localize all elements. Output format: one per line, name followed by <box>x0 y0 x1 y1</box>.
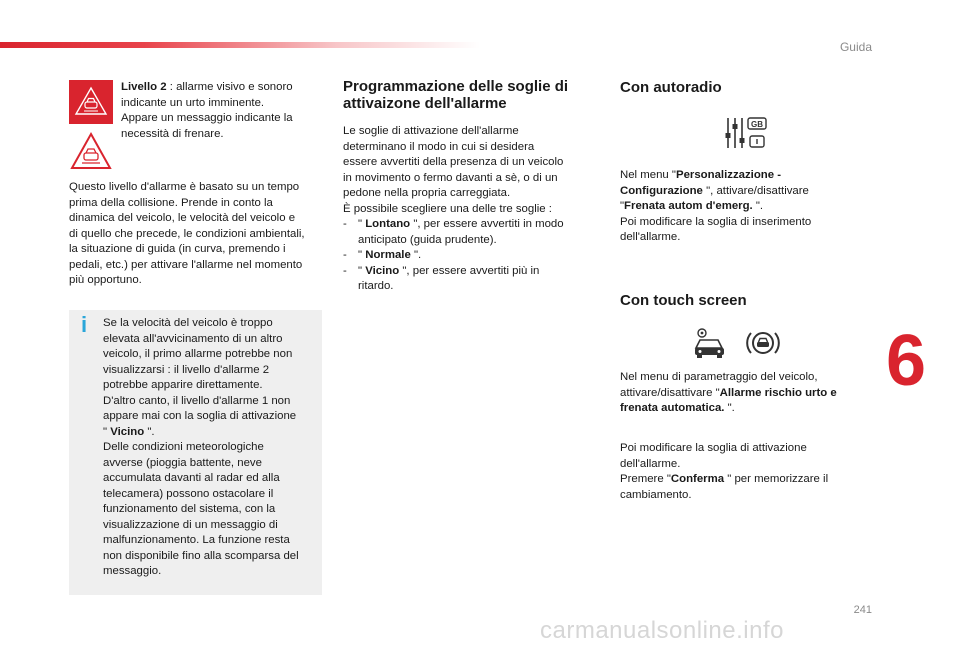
text-line: : allarme visivo e sonoro <box>166 81 293 93</box>
text-line: necessità di frenare. <box>121 127 224 140</box>
list-item: - " Normale ". <box>343 249 422 261</box>
text-line: dinamica del veicolo, le velocità del veicolo e <box>69 212 296 224</box>
list-item: - " Lontano ", per essere avvertiti in modo anticipato (guida prudente). <box>343 218 564 246</box>
watermark: carmanualsonline.info <box>540 617 784 644</box>
collision-warning-triangle-icon <box>69 130 113 174</box>
section-heading <box>343 78 593 112</box>
text-line: ", per essere avvertiti più in <box>402 264 540 277</box>
text-line <box>620 472 865 488</box>
radio-instructions <box>620 168 865 246</box>
text-line: ritardo. <box>358 280 394 292</box>
text-line: più opportuno. <box>69 274 142 286</box>
text-line: visualizzarsi : il livello d'allarme 2 <box>103 363 270 376</box>
text-line: cambiamento. <box>620 488 692 501</box>
list-item: - " Vicino ", per essere avvertiti più in ritardo. <box>343 264 540 292</box>
touch-instructions-2 <box>620 441 865 503</box>
text-line: visualizzazione di un messaggio di <box>103 518 278 531</box>
text-line: " Vicino ". <box>103 425 155 438</box>
text-line: messaggio. <box>103 565 162 577</box>
text-line: Poi modificare la soglia di attivazione <box>620 442 807 454</box>
text-line: Nel menu di parametraggio del veicolo, <box>620 371 818 383</box>
button-label: Conferma <box>670 473 725 485</box>
text-line: Se la velocità del veicolo è troppo <box>103 317 273 329</box>
car-settings-icon <box>692 326 728 360</box>
text-line: malfunzionamento. La funzione resta <box>103 534 290 546</box>
auto-brake-icon <box>745 326 781 360</box>
menu-label: Allarme rischio urto e <box>719 386 837 399</box>
radio-icon-label: GB <box>751 120 763 129</box>
menu-label: Frenata autom d'emerg. <box>624 200 753 212</box>
text-line: ", per essere avvertiti in modo <box>413 218 564 230</box>
info-box-text <box>103 316 318 580</box>
touch-instructions <box>620 370 865 417</box>
menu-label: Configurazione <box>620 184 703 197</box>
text-line: ". <box>413 249 422 261</box>
header-red-bar <box>0 42 480 48</box>
page-number: 241 <box>853 604 872 616</box>
text-line: potrebbe apparire direttamente. <box>103 379 263 391</box>
alarm-level-paragraph <box>69 180 324 289</box>
text-line: Delle condizioni meteorologiche <box>103 441 264 453</box>
text-line: accumulata davanti al radar ed alla <box>103 472 280 484</box>
text-line: D'altro canto, il livello d'allarme 1 non <box>103 394 291 407</box>
text-line: elevata all'avvicinamento di un altro <box>103 332 283 345</box>
text-line: essere avvertiti della presenza di un veicolo <box>343 156 564 168</box>
text-line: prima della collisione. Prende in conto la <box>69 196 273 209</box>
text-part: " per memorizzare il <box>727 473 829 485</box>
option-label: Vicino <box>365 264 400 277</box>
option-label: Normale <box>365 249 411 261</box>
text-line: avverse (pioggia battente, neve <box>103 456 262 469</box>
text-line: Le soglie di attivazione dell'allarme <box>343 125 519 137</box>
text-line: di quello che precede, le condizioni ambientali, <box>69 227 305 240</box>
menu-label: frenata automatica. <box>620 402 725 414</box>
info-icon: i <box>81 312 88 337</box>
collision-alert-red-icon <box>69 80 113 124</box>
text-part: attivare/disattivare " <box>620 386 720 399</box>
text-line: dell'allarme. <box>620 457 681 470</box>
text-line <box>620 386 865 402</box>
text-line: Poi modificare la soglia di inserimento <box>620 215 812 228</box>
text-line: veicolo, il primo allarme potrebbe non <box>103 348 293 360</box>
text-line: pedali, etc.) per attivare l'allarme nel momento <box>69 258 303 271</box>
chapter-number: 6 <box>886 321 927 401</box>
text-line: dell'allarme. <box>620 231 681 243</box>
radio-heading: Con autoradio <box>620 79 722 96</box>
text-line: funzionamento del sistema, con la <box>103 503 276 515</box>
text-line <box>620 168 865 184</box>
text-part: ", attivare/disattivare <box>706 184 809 197</box>
level2-title: Livello 2 <box>121 81 167 93</box>
heading-line: Programmazione delle soglie di <box>343 78 569 95</box>
text-part: Premere " <box>620 473 671 485</box>
menu-label: Personalizzazione - <box>675 169 782 181</box>
heading-line: attivaizone dell'allarme <box>343 95 507 112</box>
touch-heading: Con touch screen <box>620 292 747 309</box>
text-line: anticipato (guida prudente). <box>358 233 497 246</box>
text-line: non disponibile fino alla scomparsa del <box>103 549 299 562</box>
threshold-section <box>343 78 593 295</box>
text-line: telecamera) possono ostacolare il <box>103 487 274 500</box>
vicino-label: Vicino <box>110 425 145 438</box>
text-line <box>620 199 865 215</box>
text-line <box>620 401 865 417</box>
text-part: ". <box>755 200 764 212</box>
section-title: Guida <box>839 40 872 54</box>
text-line: in movimento o fermo davanti a sè, o di un <box>343 171 558 184</box>
text-line: determinano il modo in cui si desidera <box>343 140 535 153</box>
text-part: " <box>620 200 625 212</box>
option-label: Lontano <box>365 218 411 230</box>
level2-description <box>121 80 321 142</box>
text-part: Nel menu " <box>620 169 676 181</box>
text-line: pedone nella propria carreggiata. <box>343 187 511 199</box>
text-line: appare mai con la soglia di attivazione <box>103 410 297 422</box>
text-line: la situazione di guida (in curva, premendo i <box>69 243 286 255</box>
settings-sliders-icon <box>724 115 770 151</box>
text-line: È possibile scegliere una delle tre soglie : <box>343 202 552 215</box>
text-line: Questo livello d'allarme è basato su un tempo <box>69 181 300 193</box>
text-line <box>620 184 865 200</box>
text-line: Appare un messaggio indicante la <box>121 112 293 124</box>
text-part: ". <box>727 402 735 414</box>
text-line: indicante un urto imminente. <box>121 96 265 109</box>
